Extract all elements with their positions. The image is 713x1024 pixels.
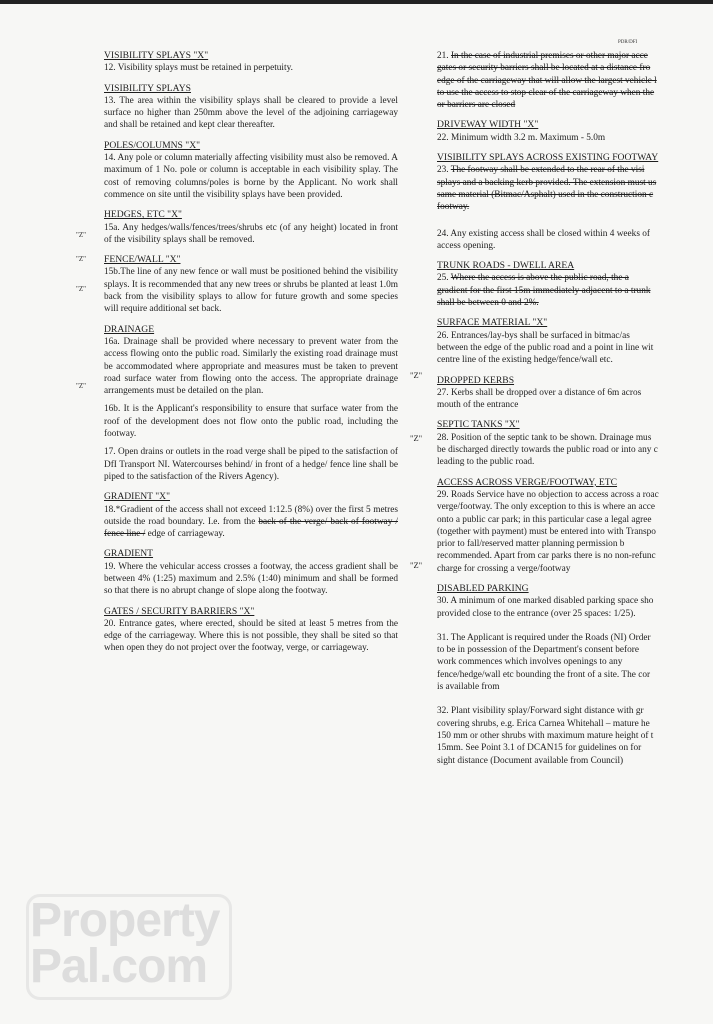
struck-text: splays and a backing kerb provided. The extension must us (437, 177, 657, 188)
heading: ACCESS ACROSS VERGE/FOOTWAY, ETC (437, 476, 618, 488)
paragraph: 22. Minimum width 3.2 m. Maximum - 5.0m (437, 132, 606, 143)
margin-mark-z: "Z" (410, 560, 423, 570)
heading: VISIBILITY SPLAYS (104, 82, 191, 94)
struck-text: The footway shall be extended to the rear of the visi (450, 165, 645, 176)
struck-text: or barriers are closed (437, 100, 516, 111)
paragraph: 15b.The line of any new fence or wall must be positioned behind the visibility splays. It is recommended that any new trees or shrubs be planted at least 1.0m back from the visibility splays to allow for future growth and some species will require additional set back. (104, 267, 398, 315)
watermark-logo: Property Pal.com (30, 898, 219, 990)
section-12 (104, 50, 398, 75)
paragraph: 12. Visibility splays must be retained in perpetuity. (104, 63, 293, 74)
section-23: VISIBILITY SPLAYS ACROSS EXISTING FOOTWAY 23. The footway shall be extended to the rear of the visi splays and a backing kerb provided. The extension must us same material (Bitmac/Asphalt) used in the construction c footway. (437, 152, 713, 213)
heading: VISIBILITY SPLAYS ACROSS EXISTING FOOTWAY (437, 152, 659, 164)
section-25: TRUNK ROADS - DWELL AREA 25. Where the access is above the public road, the a gradient for the first 15m immediately adjacent to a trunk shall be between 0 and 2%. (437, 260, 713, 309)
struck-text: In the case of industrial premises or other major acce (450, 51, 648, 61)
paragraph: 16b. It is the Applicant's responsibility to ensure that surface water from the roof of the development does not flow onto the public road, including the footway. (104, 404, 398, 440)
margin-mark-z: "Z" (410, 370, 423, 380)
paragraph: 18.*Gradient of the access shall not exceed 1:12.5 (8%) over the first 5 metres outside the road boundary. I.e. from the back of the verge/ back of footway / fence line / edge of carriageway. (104, 504, 398, 540)
heading: SURFACE MATERIAL "X" (437, 317, 548, 329)
struck-text: Where the access is above the public road, the a (450, 273, 629, 284)
margin-mark: "Z" (76, 382, 86, 390)
right-column (437, 50, 713, 775)
heading: DISABLED PARKING (437, 582, 529, 594)
section-26: SURFACE MATERIAL "X" 26. Entrances/lay-bys shall be surfaced in bitmac/as between the edge of the public road and a point in line wit centre line of the existing hedge/fence/wall etc. (437, 317, 713, 366)
struck-text: back of the verge/ back of footway / fence line / (104, 516, 398, 540)
struck-text: edge of the carriageway that will allow the largest vehicle l (437, 75, 657, 86)
margin-mark: "Z" (76, 231, 86, 239)
heading: DRAINAGE (104, 323, 155, 335)
heading: GATES / SECURITY BARRIERS "X" (104, 605, 255, 617)
section-21: 21. In the case of industrial premises or other major acce gates or security barriers shall be located at a distance fro edge of the carriageway that will allow the largest vehicle l to use the access to stop clear of the carriageway when the or barriers are closed (437, 50, 713, 111)
section-16 (104, 324, 398, 484)
section-19 (104, 548, 398, 597)
heading: DROPPED KERBS (437, 374, 515, 386)
paragraph: 20. Entrance gates, where erected, should be sited at least 5 metres from the edge of the carriageway. Where this is not possible, they shall be sited so that when open they do not project over the footway, verge, or carriageway. (104, 618, 398, 654)
section-29: ACCESS ACROSS VERGE/FOOTWAY, ETC 29. Roads Service have no objection to access across a roac verge/footway. The only exception to this is where an acce onto a public car park; in this particular case a legal agree (together with payment) must be entered into with Transpo prior to fall/reserved matter planning permission b recommended. Apart from car parks there is no non-refunc charge for crossing a verge/footway (437, 477, 713, 575)
heading: HEDGES, ETC "X" (104, 209, 182, 221)
margin-mark: "Z" (76, 285, 86, 293)
struck-text: gradient for the first 15m immediately adjacent to a trunk (437, 285, 651, 296)
paragraph: 13. The area within the visibility splays shall be cleared to provide a level surface no higher than 250mm above the level of the adjoining carriageway and shall be retained and kept clear thereafter. (104, 95, 398, 131)
margin-mark-z: "Z" (410, 433, 423, 443)
paragraph: 14. Any pole or column materially affecting visibility must also be removed. A maximum of 1 No. pole or column is acceptable in each visibility splay. The cost of removing columns/poles is borne by the Applicant. No work shall commence on site until the visibility splays have been provided. (104, 153, 398, 200)
struck-text: gates or security barriers shall be located at a distance fro (437, 63, 651, 74)
section-22 (437, 119, 713, 144)
heading: VISIBILITY SPLAYS "X" (104, 50, 209, 61)
section-31: 31. The Applicant is required under the Roads (NI) Order to be in possession of the Department's consent before work commences which involves openings to any fence/hedge/wall etc bounding the front of a site. The cor is available from (437, 632, 651, 693)
heading: FENCE/WALL "X" (104, 254, 181, 266)
scan-top-edge (0, 0, 713, 4)
section-28: SEPTIC TANKS "X" 28. Position of the septic tank to be shown. Drainage mus be discharged directly towards the public road or into any c leading to the public road. (437, 419, 713, 468)
heading: DRIVEWAY WIDTH "X" (437, 119, 539, 131)
paragraph: 17. Open drains or outlets in the road verge shall be piped to the satisfaction of DfI Transport NI. Watercourses behind/ in front of a hedge/ fence line shall be piped to the satisfaction of the Rivers Agency). (104, 447, 398, 482)
heading: POLES/COLUMNS "X" (104, 139, 201, 151)
left-column (104, 50, 398, 663)
heading: GRADIENT (104, 548, 154, 560)
paragraph: 19. Where the vehicular access crosses a footway, the access gradient shall be between 4% (1:25) maximum and 2.5% (1:40) minimum and shall be formed so that there is no abrupt change of slope along the footway. (104, 561, 398, 597)
paragraph: 15a. Any hedges/walls/fences/trees/shrubs etc (of any height) located in front of the visibility splays shall be removed. (104, 222, 398, 245)
struck-text: to use the access to stop clear of the carriageway when the (437, 87, 655, 98)
heading: SEPTIC TANKS "X" (437, 419, 520, 431)
document-code: PDR/DFI (618, 40, 638, 45)
struck-text: same material (Bitmac/Asphalt) used in the construction c (437, 189, 654, 200)
section-15b (104, 254, 398, 315)
section-15a (104, 209, 398, 246)
margin-mark: "Z" (76, 255, 86, 263)
heading: TRUNK ROADS - DWELL AREA (437, 260, 575, 272)
section-13 (104, 83, 398, 132)
section-14 (104, 140, 398, 201)
struck-text: footway. (437, 202, 470, 213)
paragraph: 16a. Drainage shall be provided where necessary to prevent water from the access flowing onto the public road. Similarly the existing road drainage must be accommodated where appropriate and measures must be taken to prevent road surface water from flowing onto the access. The appropriate drainage arrangements must be detailed on the plan. (104, 336, 398, 397)
heading: GRADIENT "X" (104, 491, 171, 503)
struck-text: shall be between 0 and 2%. (437, 298, 539, 309)
section-27: DROPPED KERBS 27. Kerbs shall be dropped over a distance of 6m acros mouth of the entrance (437, 375, 713, 412)
section-20 (104, 606, 398, 655)
section-30: DISABLED PARKING 30. A minimum of one marked disabled parking space sho provided close to the entrance (over 25 spaces: 1/25). (437, 583, 713, 620)
section-24: 24. Any existing access shall be closed within 4 weeks of access opening. (437, 228, 651, 251)
section-18 (104, 491, 398, 540)
section-32: 32. Plant visibility splay/Forward sight distance with gr covering shrubs, e.g. Erica Carnea Whitehall – mature he 150 mm or other shrubs with maximum mature height of t 15mm. See Point 3.1 of DCAN15 for guidelines on for sight distance (Document available from Council) (437, 706, 654, 766)
